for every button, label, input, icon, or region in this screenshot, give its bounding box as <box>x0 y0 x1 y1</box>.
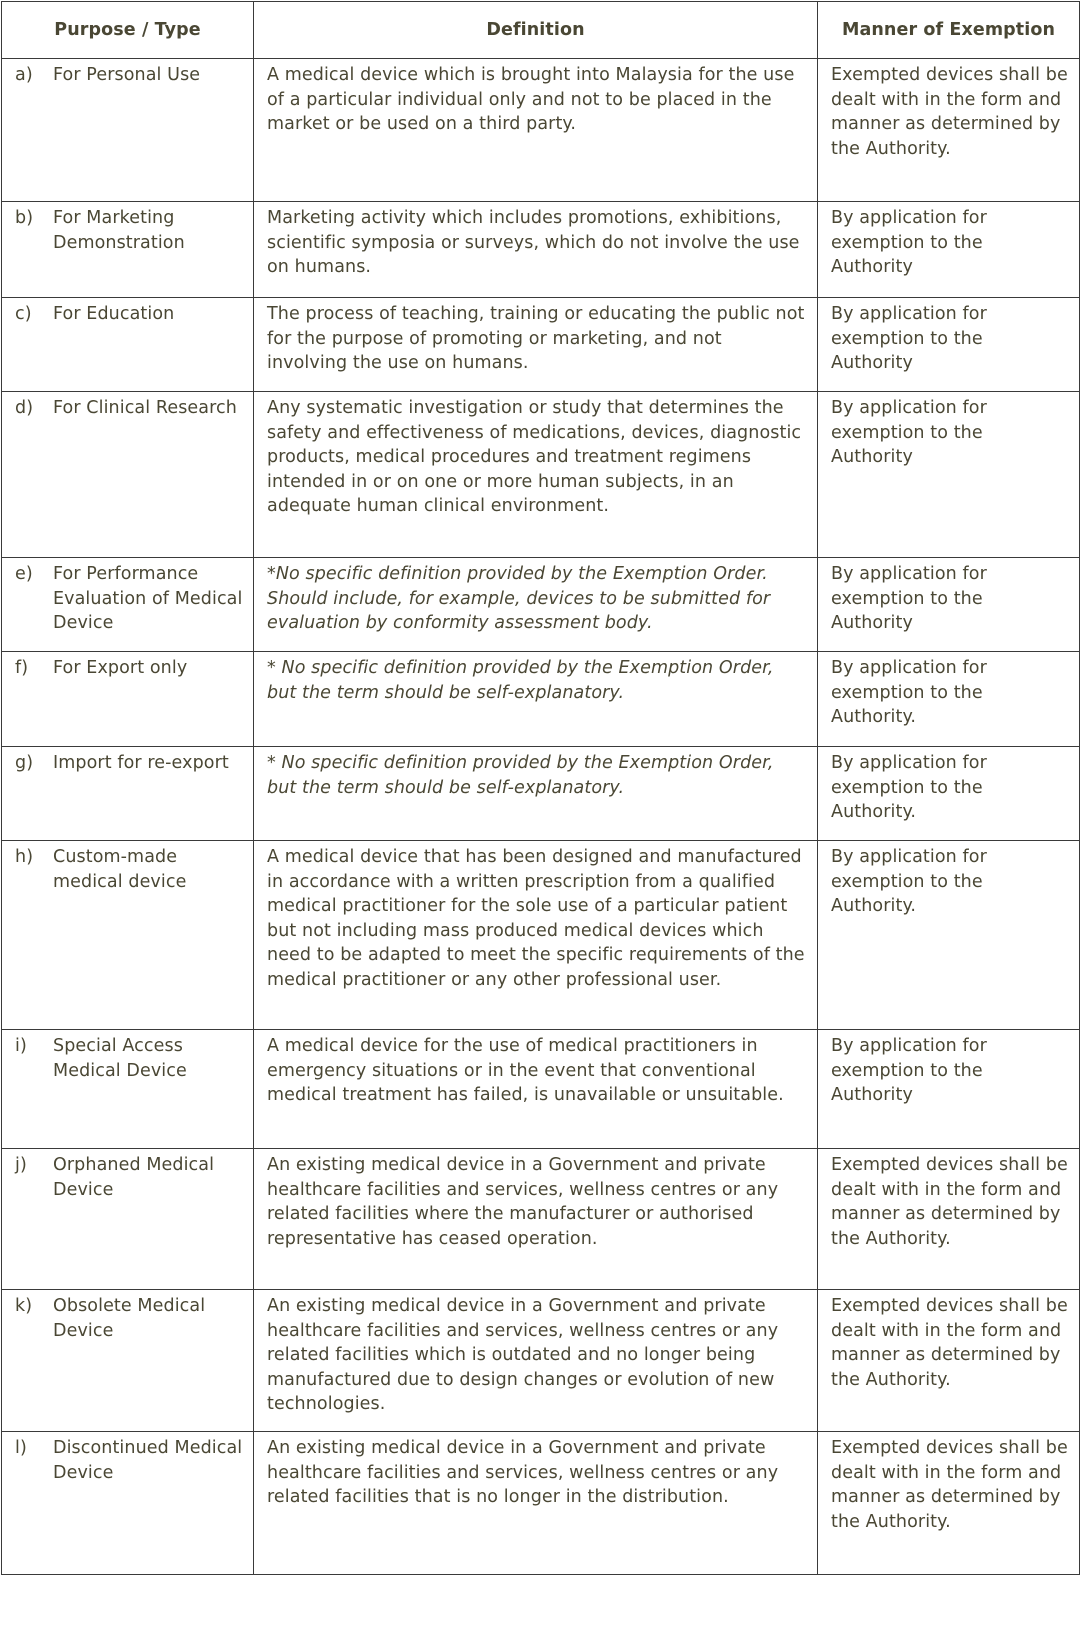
row-letter: a) <box>15 65 33 85</box>
row-letter: e) <box>15 564 33 584</box>
definition-cell: * No specific definition provided by the Exemption Order, but the term should be self-explanatory. <box>254 747 818 841</box>
row-letter: k) <box>15 1296 33 1316</box>
row-purpose: For Marketing Demonstration <box>53 208 185 253</box>
definition-cell: A medical device that has been designed and manufactured in accordance with a written prescription from a qualified medical practitioner for the sole use of a particular patient but not including mass produced medical devices which need to be adapted to meet the specific requirements of the medical practitioner or any other professional user. <box>254 841 818 1030</box>
purpose-wrap <box>15 206 243 255</box>
purpose-wrap <box>15 845 243 894</box>
purpose-wrap <box>15 751 243 776</box>
table-row <box>2 1149 1080 1290</box>
purpose-cell <box>2 392 254 558</box>
purpose-cell <box>2 558 254 652</box>
manner-cell: By application for exemption to the Authority <box>818 1030 1080 1149</box>
table-row <box>2 652 1080 747</box>
table-row <box>2 202 1080 298</box>
purpose-wrap <box>15 562 243 636</box>
purpose-wrap <box>15 1436 243 1485</box>
table-header-row <box>2 2 1080 59</box>
purpose-wrap <box>15 63 243 88</box>
table-row <box>2 1432 1080 1575</box>
manner-cell: By application for exemption to the Authority. <box>818 747 1080 841</box>
row-letter: j) <box>15 1155 27 1175</box>
purpose-cell <box>2 1290 254 1432</box>
header-purpose: Purpose / Type <box>2 2 254 59</box>
row-purpose: For Education <box>53 304 175 324</box>
table-row <box>2 1290 1080 1432</box>
definition-cell: Marketing activity which includes promotions, exhibitions, scientific symposia or surveys, which do not involve the use on humans. <box>254 202 818 298</box>
definition-cell: A medical device which is brought into Malaysia for the use of a particular individual only and not to be placed in the market or be used on a third party. <box>254 59 818 202</box>
table-row <box>2 1030 1080 1149</box>
manner-cell: By application for exemption to the Authority <box>818 298 1080 392</box>
purpose-wrap <box>15 656 243 681</box>
manner-cell: Exempted devices shall be dealt with in the form and manner as determined by the Authority. <box>818 59 1080 202</box>
row-purpose: For Personal Use <box>53 65 201 85</box>
purpose-wrap <box>15 396 243 421</box>
definition-cell: A medical device for the use of medical practitioners in emergency situations or in the event that conventional medical treatment has failed, is unavailable or unsuitable. <box>254 1030 818 1149</box>
definition-cell: An existing medical device in a Government and private healthcare facilities and services, wellness centres or any related facilities where the manufacturer or authorised representative has ceased operation. <box>254 1149 818 1290</box>
definition-cell: The process of teaching, training or educating the public not for the purpose of promoting or marketing, and not involving the use on humans. <box>254 298 818 392</box>
purpose-wrap <box>15 1034 243 1083</box>
row-purpose: Orphaned Medical Device <box>53 1155 215 1200</box>
row-letter: l) <box>15 1438 27 1458</box>
row-purpose: Import for re-export <box>53 753 229 773</box>
definition-cell: An existing medical device in a Government and private healthcare facilities and services, wellness centres or any related facilities which is outdated and no longer being manufactured due to design changes or evolution of new technologies. <box>254 1290 818 1432</box>
purpose-wrap <box>15 1153 243 1202</box>
row-letter: b) <box>15 208 34 228</box>
row-letter: d) <box>15 398 34 418</box>
manner-cell: By application for exemption to the Authority <box>818 392 1080 558</box>
purpose-cell <box>2 59 254 202</box>
manner-cell: Exempted devices shall be dealt with in the form and manner as determined by the Authority. <box>818 1290 1080 1432</box>
row-letter: g) <box>15 753 34 773</box>
purpose-cell <box>2 1149 254 1290</box>
table-row <box>2 298 1080 392</box>
row-purpose: Special Access Medical Device <box>53 1036 187 1081</box>
purpose-cell <box>2 841 254 1030</box>
manner-cell: By application for exemption to the Authority. <box>818 841 1080 1030</box>
header-definition: Definition <box>254 2 818 59</box>
exemption-table <box>1 1 1080 1575</box>
purpose-cell <box>2 202 254 298</box>
row-purpose: Custom-made medical device <box>53 847 187 892</box>
definition-cell: * No specific definition provided by the Exemption Order, but the term should be self-explanatory. <box>254 652 818 747</box>
manner-cell: Exempted devices shall be dealt with in the form and manner as determined by the Authority. <box>818 1149 1080 1290</box>
manner-cell: By application for exemption to the Authority. <box>818 652 1080 747</box>
purpose-cell <box>2 747 254 841</box>
manner-cell: Exempted devices shall be dealt with in the form and manner as determined by the Authority. <box>818 1432 1080 1575</box>
row-purpose: For Clinical Research <box>53 398 237 418</box>
row-purpose: Discontinued Medical Device <box>53 1438 243 1483</box>
table-row <box>2 747 1080 841</box>
table-body <box>2 59 1080 1575</box>
table-row <box>2 392 1080 558</box>
row-letter: h) <box>15 847 34 867</box>
row-purpose: For Export only <box>53 658 188 678</box>
row-letter: f) <box>15 658 29 678</box>
row-purpose: Obsolete Medical Device <box>53 1296 206 1341</box>
purpose-cell <box>2 298 254 392</box>
row-letter: c) <box>15 304 32 324</box>
purpose-cell <box>2 1432 254 1575</box>
row-purpose: For Performance Evaluation of Medical Device <box>53 564 243 633</box>
header-manner: Manner of Exemption <box>818 2 1080 59</box>
definition-cell: An existing medical device in a Government and private healthcare facilities and services, wellness centres or any related facilities that is no longer in the distribution. <box>254 1432 818 1575</box>
table-row <box>2 841 1080 1030</box>
definition-cell: *No specific definition provided by the Exemption Order. Should include, for example, devices to be submitted for evaluation by conformity assessment body. <box>254 558 818 652</box>
manner-cell: By application for exemption to the Authority <box>818 558 1080 652</box>
purpose-cell <box>2 652 254 747</box>
purpose-wrap <box>15 302 243 327</box>
table-row <box>2 59 1080 202</box>
purpose-cell <box>2 1030 254 1149</box>
table-row <box>2 558 1080 652</box>
definition-cell: Any systematic investigation or study that determines the safety and effectiveness of medications, devices, diagnostic products, medical procedures and treatment regimens intended in or on one or more human subjects, in an adequate human clinical environment. <box>254 392 818 558</box>
purpose-wrap <box>15 1294 243 1343</box>
row-letter: i) <box>15 1036 27 1056</box>
manner-cell: By application for exemption to the Authority <box>818 202 1080 298</box>
